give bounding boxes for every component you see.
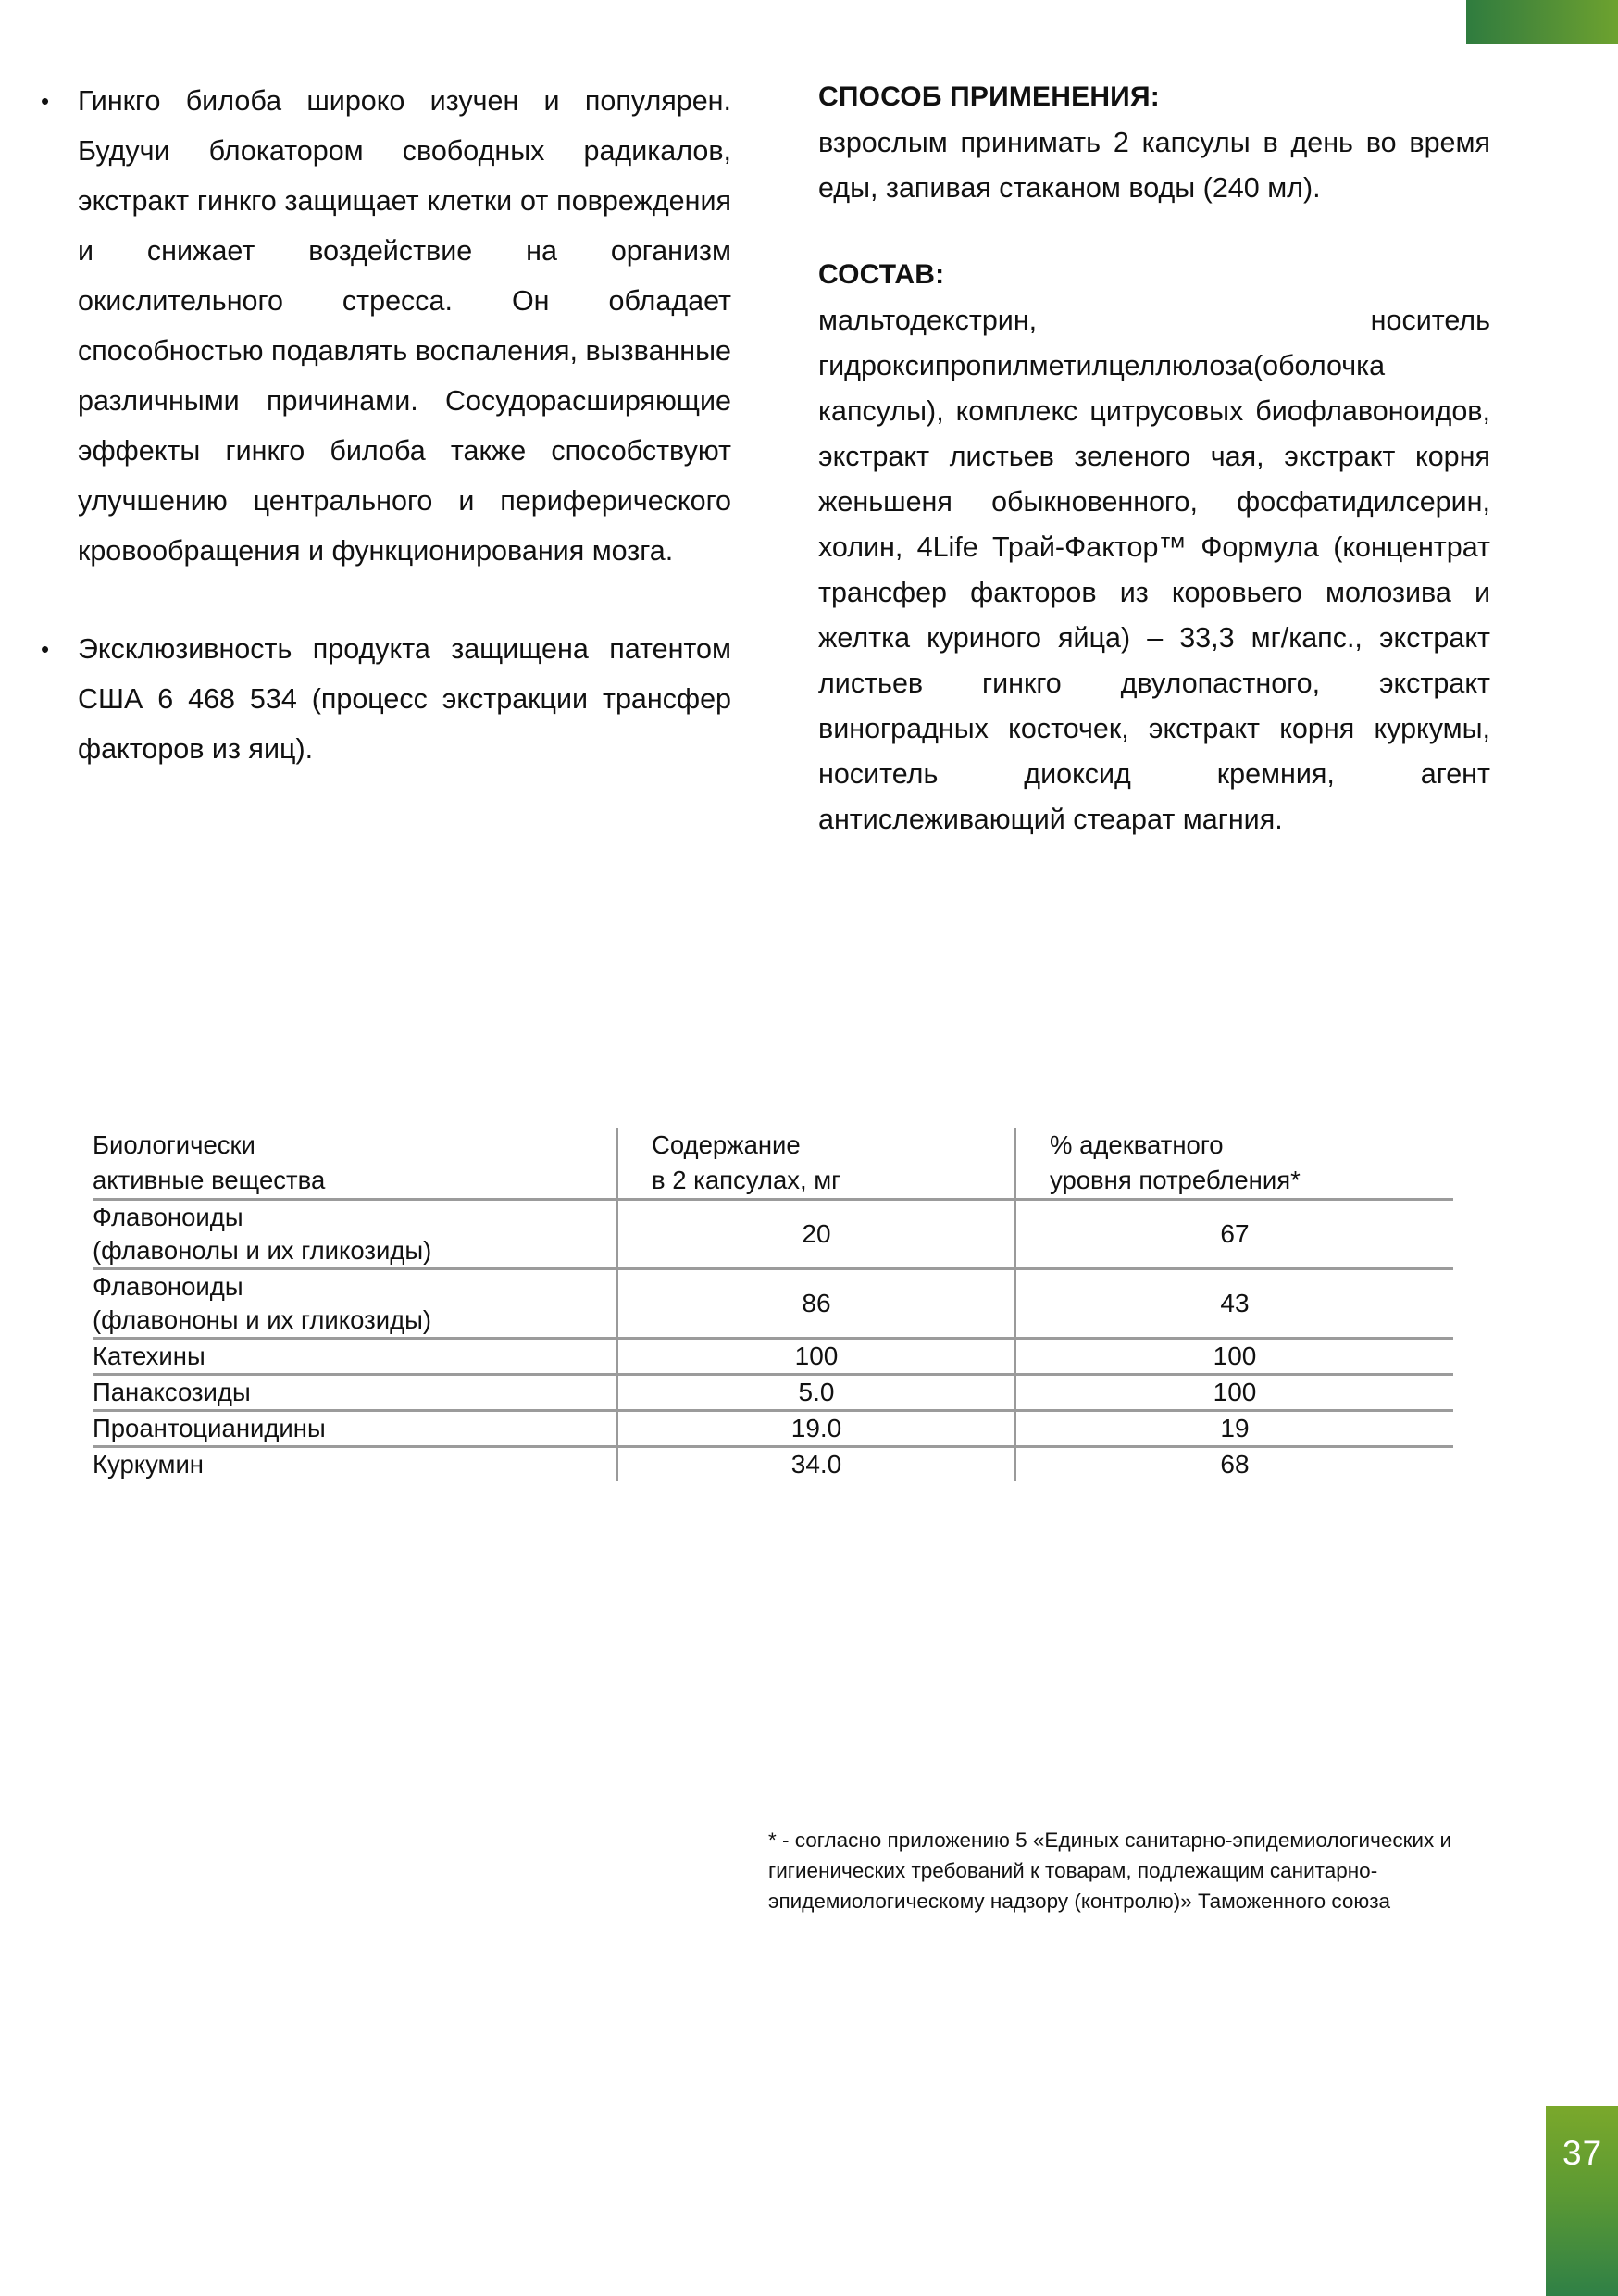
substance-line2: (флавонолы и их гликозиды) (93, 1236, 432, 1265)
column-header-percent (1015, 1128, 1453, 1200)
column-header-amount-line2: в 2 капсулах, мг (652, 1166, 841, 1194)
substance-line1: Флавоноиды (93, 1203, 243, 1231)
table-footnote: * - согласно приложению 5 «Единых санитарно-эпидемиологических и гигиенических требований к товарам, подлежащим санитарно-эпидемиологическому надзору (контролю)» Таможенного союза (768, 1828, 1452, 1913)
table-row (93, 1339, 1453, 1375)
composition-heading: СОСТАВ: (818, 259, 945, 290)
corner-accent-bar-top-right (1466, 0, 1618, 44)
composition-body: мальтодекстрин, носитель гидроксипропилметилцеллюлоза(оболочка капсулы), комплекс цитрусовых биофлавоноидов, экстракт листьев зеленого чая, экстракт корня женьшеня обыкновенного, фосфатидилсерин, холин, 4Life Трай-Фактор™ Формула (концентрат трансфер факторов из коровьего молозива и желтка куриного яйца) – 33,3 мг/капс., экстракт листьев гинкго двулопастного, экстракт виноградных косточек, экстракт корня куркумы, носитель диоксид кремния, агент антислеживающий стеарат магния. (818, 305, 1490, 835)
cell-substance: Катехины (93, 1339, 617, 1375)
table-row (93, 1200, 1453, 1269)
table-row (93, 1269, 1453, 1339)
column-header-substance-line1: Биологически (93, 1130, 255, 1159)
cell-amount: 5.0 (617, 1375, 1015, 1411)
cell-percent: 100 (1015, 1375, 1453, 1411)
cell-amount: 34.0 (617, 1447, 1015, 1482)
right-text-column (731, 76, 1490, 842)
column-header-substance-line2: активные вещества (93, 1166, 326, 1194)
content-columns (0, 76, 1618, 842)
cell-substance (93, 1269, 617, 1339)
bullet-paragraph-ginkgo: Гинкго билоба широко изучен и популярен. Будучи блокатором свободных радикалов, экстракт гинкго защищает клетки от повреждения и снижает воздействие на организм окислительного стресса. Он обладает способностью подавлять воспаления, вызванные различными причинами. Сосудорасширяющие эффекты гинкго билоба также способствуют улучшению центрального и периферического кровообращения и функционирования мозга. (78, 85, 731, 567)
column-header-percent-line1: % адекватного (1050, 1130, 1224, 1159)
cell-percent: 67 (1015, 1200, 1453, 1269)
cell-amount: 20 (617, 1200, 1015, 1269)
list-item (37, 76, 731, 576)
table-header-row (93, 1128, 1453, 1200)
column-header-percent-line2: уровня потребления* (1050, 1166, 1301, 1194)
table-body (93, 1200, 1453, 1482)
usage-heading: СПОСОБ ПРИМЕНЕНИЯ: (818, 81, 1160, 112)
cell-substance: Куркумин (93, 1447, 617, 1482)
page-number-badge: 37 (1546, 2106, 1618, 2296)
cell-amount: 19.0 (617, 1411, 1015, 1447)
bullet-paragraph-patent: Эксклюзивность продукта защищена патентом США 6 468 534 (процесс экстракции трансфер факторов из яиц). (78, 633, 731, 765)
column-header-substance (93, 1128, 617, 1200)
column-header-amount-line1: Содержание (652, 1130, 801, 1159)
table (93, 1128, 1453, 1481)
cell-percent: 100 (1015, 1339, 1453, 1375)
substance-line1: Флавоноиды (93, 1272, 243, 1301)
substance-line2: (флавононы и их гликозиды) (93, 1305, 432, 1334)
bullet-icon: • (41, 635, 50, 663)
table-row (93, 1447, 1453, 1482)
usage-body: взрослым принимать 2 капсулы в день во время еды, запивая стаканом воды (240 мл). (818, 127, 1490, 204)
column-header-amount (617, 1128, 1015, 1200)
bullet-icon: • (41, 87, 50, 115)
cell-amount: 100 (617, 1339, 1015, 1375)
active-substances-table (93, 1128, 1453, 1481)
cell-percent: 68 (1015, 1447, 1453, 1482)
table-row (93, 1411, 1453, 1447)
cell-substance (93, 1200, 617, 1269)
cell-substance: Панаксозиды (93, 1375, 617, 1411)
table-row (93, 1375, 1453, 1411)
cell-substance: Проантоцианидины (93, 1411, 617, 1447)
cell-percent: 19 (1015, 1411, 1453, 1447)
list-item (37, 624, 731, 774)
cell-percent: 43 (1015, 1269, 1453, 1339)
left-text-column (0, 76, 731, 842)
cell-amount: 86 (617, 1269, 1015, 1339)
